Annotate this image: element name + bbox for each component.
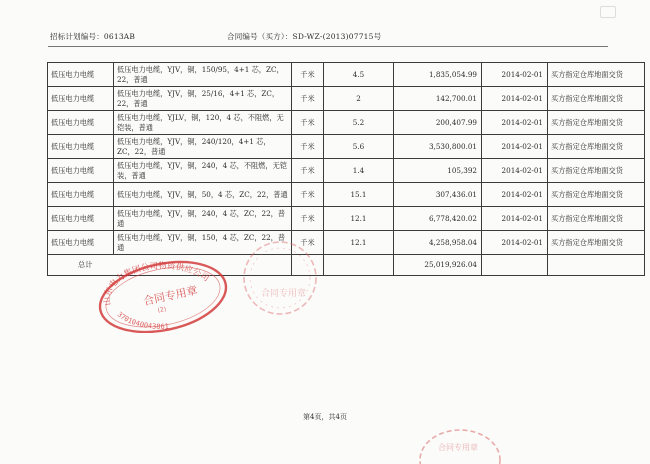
item-qty-cell: 12.1 [324,231,394,255]
item-date-cell: 2014-02-01 [482,207,548,231]
item-name-cell: 低压电力电缆 [48,207,114,231]
item-unit-cell: 千米 [292,135,324,159]
item-qty-cell: 1.4 [324,159,394,183]
svg-text:3701040043861 [116,310,169,330]
table-row [48,231,645,255]
seal-number-text: 3701040043861 [115,310,170,331]
total-label: 总计 [48,255,292,276]
scan-corner-mark [600,6,616,18]
item-spec-cell: 低压电力电缆，YJV，铜，240，4 芯，不阻燃，无铠装，普通 [114,159,292,183]
item-place-cell: 买方指定仓库地面交货 [548,207,645,231]
item-qty-cell: 5.6 [324,135,394,159]
plan-number: 招标计划编号：0613AB [50,32,136,41]
item-place-cell: 买方指定仓库地面交货 [548,111,645,135]
total-row [48,255,645,276]
empty-cell [548,255,645,276]
empty-cell [482,255,548,276]
item-date-cell: 2014-02-01 [482,87,548,111]
item-date-cell: 2014-02-01 [482,111,548,135]
seal-small-text: (2) [157,305,167,315]
item-name-cell: 低压电力电缆 [48,231,114,255]
item-name-cell: 低压电力电缆 [48,87,114,111]
item-place-cell: 买方指定仓库地面交货 [548,231,645,255]
item-qty-cell: 5.2 [324,111,394,135]
table-row [48,63,645,87]
item-spec-cell: 低压电力电缆，YJV，铜，240/120，4+1 芯，ZC，22，普通 [114,135,292,159]
item-unit-cell: 千米 [292,183,324,207]
item-place-cell: 买方指定仓库地面交货 [548,87,645,111]
empty-cell [324,255,394,276]
items-table [47,62,645,276]
faint-seal-text: 合同专用章 [261,289,307,299]
item-unit-cell: 千米 [292,63,324,87]
item-name-cell: 低压电力电缆 [48,159,114,183]
item-amount-cell: 142,700.01 [394,87,482,111]
table-row [48,207,645,231]
item-date-cell: 2014-02-01 [482,159,548,183]
item-place-cell: 买方指定仓库地面交货 [548,159,645,183]
item-unit-cell: 千米 [292,231,324,255]
empty-cell [292,255,324,276]
item-date-cell: 2014-02-01 [482,183,548,207]
item-spec-cell: 低压电力电缆，YJV，铜，240，4 芯，ZC，22，普通 [114,207,292,231]
bottom-seal-text: 合同专用章 [438,443,478,452]
contract-number: 合同编号（买方）：SD-WZ-(2013)07715号 [227,32,382,41]
item-spec-cell: 低压电力电缆，YJV，铜，50，4 芯，ZC，22，普通 [114,183,292,207]
bottom-seal-stamp [418,420,502,464]
item-amount-cell: 307,436.01 [394,183,482,207]
item-name-cell: 低压电力电缆 [48,63,114,87]
table-row [48,135,645,159]
item-unit-cell: 千米 [292,159,324,183]
page-number: 第4页，共4页 [303,413,347,421]
total-amount: 25,019,926.04 [394,255,482,276]
header-divider [48,46,608,47]
item-spec-cell: 低压电力电缆，YJV，铜，150，4 芯，ZC，22，普通 [114,231,292,255]
item-unit-cell: 千米 [292,111,324,135]
item-place-cell: 买方指定仓库地面交货 [548,135,645,159]
item-qty-cell: 4.5 [324,63,394,87]
table-row [48,111,645,135]
item-name-cell: 低压电力电缆 [48,183,114,207]
item-unit-cell: 千米 [292,207,324,231]
item-name-cell: 低压电力电缆 [48,135,114,159]
item-qty-cell: 12.1 [324,207,394,231]
item-name-cell: 低压电力电缆 [48,111,114,135]
seal-outer-text: 山东电力集团公司物资供应公司 [102,261,211,306]
item-date-cell: 2014-02-01 [482,135,548,159]
item-amount-cell: 200,407.99 [394,111,482,135]
item-amount-cell: 105,392 [394,159,482,183]
table-row [48,87,645,111]
item-unit-cell: 千米 [292,87,324,111]
item-qty-cell: 15.1 [324,183,394,207]
item-date-cell: 2014-02-01 [482,231,548,255]
item-spec-cell: 低压电力电缆，YJLV，铜，120，4 芯，不阻燃，无铠装，普通 [114,111,292,135]
table-row [48,159,645,183]
item-amount-cell: 1,835,054.99 [394,63,482,87]
item-qty-cell: 2 [324,87,394,111]
item-amount-cell: 6,778,420.02 [394,207,482,231]
item-place-cell: 买方指定仓库地面交货 [548,183,645,207]
item-amount-cell: 4,258,958.04 [394,231,482,255]
item-place-cell: 买方指定仓库地面交货 [548,63,645,87]
item-amount-cell: 3,530,800.01 [394,135,482,159]
seal-inner-text: 合同专用章 [142,283,199,309]
item-date-cell: 2014-02-01 [482,63,548,87]
item-spec-cell: 低压电力电缆，YJV，铜，25/16，4+1 芯，ZC，22，普通 [114,87,292,111]
table-row [48,183,645,207]
item-spec-cell: 低压电力电缆，YJV，铜，150/95，4+1 芯，ZC，22，普通 [114,63,292,87]
